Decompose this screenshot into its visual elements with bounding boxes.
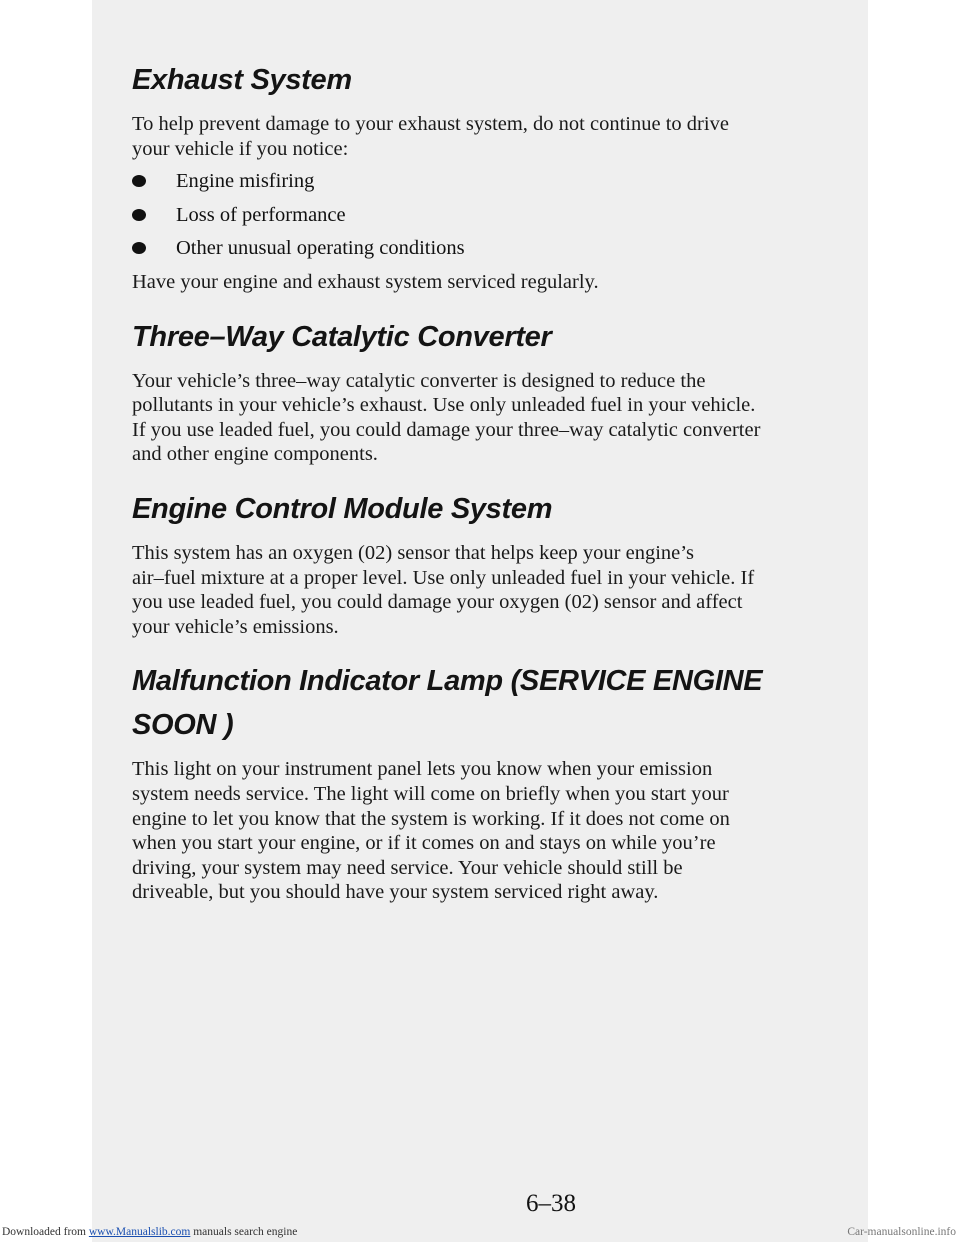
manual-page xyxy=(92,0,868,1242)
bullet-text: Loss of performance xyxy=(176,203,346,226)
bullet-item xyxy=(132,236,832,261)
page-number: 6–38 xyxy=(526,1190,576,1217)
footer-prefix: Downloaded from xyxy=(2,1226,89,1238)
section-title: Engine Control Module System xyxy=(132,492,553,525)
paragraph-line: This light on your instrument panel lets you know when your emission xyxy=(132,758,713,781)
paragraph-line: driveable, but you should have your system serviced right away. xyxy=(132,881,659,904)
section-exhaust-system xyxy=(132,58,832,295)
section-title: Three–Way Catalytic Converter xyxy=(132,320,552,353)
paragraph-line: you use leaded fuel, you could damage your oxygen (02) sensor and affect xyxy=(132,591,743,614)
footer-suffix: manuals search engine xyxy=(190,1226,298,1238)
manualslib-link[interactable]: www.Manualslib.com xyxy=(88,1226,191,1238)
paragraph-line: driving, your system may need service. Your vehicle should still be xyxy=(132,856,683,879)
paragraph-line: and other engine components. xyxy=(132,443,378,466)
footer xyxy=(0,1222,960,1238)
bullet-icon xyxy=(132,209,146,221)
paragraph-line: your vehicle if you notice: xyxy=(132,137,349,160)
paragraph-line: To help prevent damage to your exhaust system, do not continue to drive xyxy=(132,113,729,135)
paragraph-line: when you start your engine, or if it comes on and stays on while you’re xyxy=(132,832,716,855)
bullet-icon xyxy=(132,175,146,187)
paragraph-line: This system has an oxygen (02) sensor that helps keep your engine’s xyxy=(132,541,694,564)
paragraph-line: Your vehicle’s three–way catalytic converter is designed to reduce the xyxy=(132,369,706,392)
section-title: Exhaust System xyxy=(132,64,352,96)
paragraph-line: system needs service. The light will come on briefly when you start your xyxy=(132,782,729,805)
paragraph-line: If you use leaded fuel, you could damage your three–way catalytic converter xyxy=(132,418,761,441)
section-malfunction-indicator-lamp xyxy=(132,659,832,905)
bullet-item xyxy=(132,203,832,228)
paragraph-line: engine to let you know that the system is working. If it does not come on xyxy=(132,807,730,830)
bullet-icon xyxy=(132,242,146,254)
section-catalytic-converter xyxy=(132,315,832,467)
paragraph-line: air–fuel mixture at a proper level. Use only unleaded fuel in your vehicle. If xyxy=(132,566,755,589)
paragraph-line: your vehicle’s emissions. xyxy=(132,615,339,638)
paragraph-line: pollutants in your vehicle’s exhaust. Use only unleaded fuel in your vehicle. xyxy=(132,394,756,417)
watermark-text: Car-manualsonline.info xyxy=(847,1226,956,1238)
section-engine-control-module xyxy=(132,487,832,639)
section-title: Malfunction Indicator Lamp (SERVICE ENGINE SOON ) xyxy=(132,665,763,742)
bullet-text: Other unusual operating conditions xyxy=(176,237,465,260)
paragraph-line: Have your engine and exhaust system serviced regularly. xyxy=(132,270,599,293)
bullet-list xyxy=(132,169,832,261)
bullet-item xyxy=(132,169,832,194)
bullet-text: Engine misfiring xyxy=(176,170,315,193)
footer-download-note xyxy=(2,1226,297,1238)
page-content xyxy=(132,58,832,925)
